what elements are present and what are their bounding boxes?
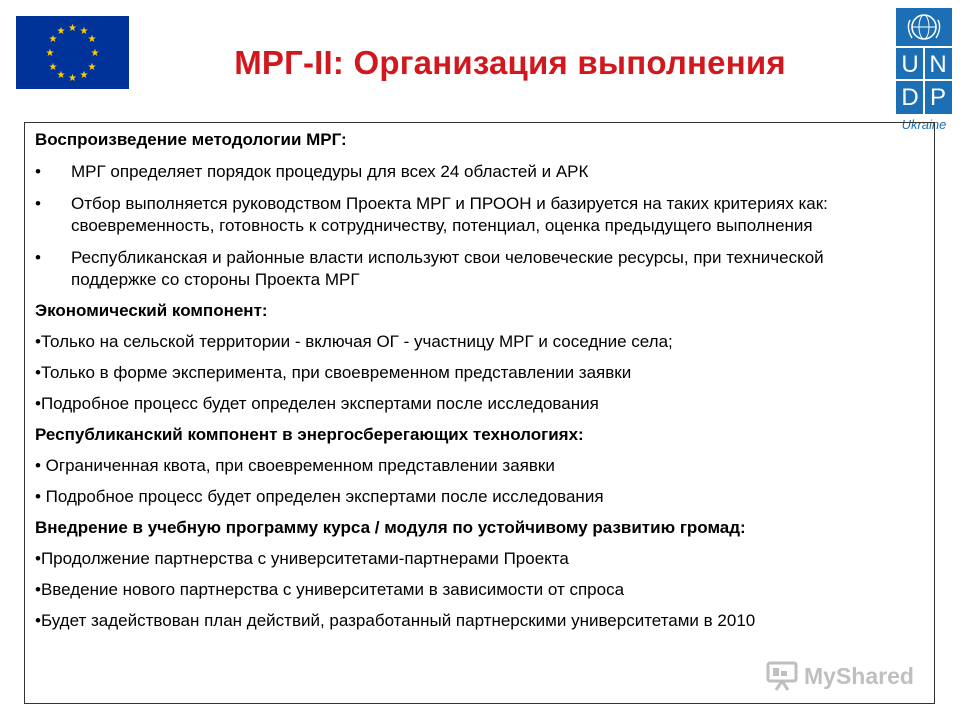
list-item: [35, 193, 934, 237]
section-heading-economic: Экономический компонент:: [35, 301, 268, 320]
list-item: • Ограниченная квота, при своевременном представлении заявки: [35, 456, 555, 475]
svg-text:★: ★: [48, 34, 58, 45]
undp-emblem-icon: [896, 8, 952, 114]
presentation-screen-icon: [766, 660, 798, 692]
list-item-text: Отбор выполняется руководством Проекта МРГ и ПРООН и базируется на таких критериях как: своевременность, готовность к сотрудничеству, потенциал, оценка предыдущего выполнения: [71, 194, 828, 235]
undp-letter-d: D: [901, 84, 919, 111]
list-item: •Подробное процесс будет определен экспертами после исследования: [35, 394, 599, 413]
svg-text:★: ★: [56, 26, 66, 37]
section-heading-curriculum: Внедрение в учебную программу курса / модуля по устойчивому развитию громад:: [35, 518, 746, 537]
page-title: МРГ-II: Организация выполнения: [234, 44, 786, 81]
eu-flag-logo: [16, 16, 129, 89]
undp-letter-p: P: [929, 84, 947, 111]
eu-stars-icon: [16, 16, 129, 89]
svg-text:★: ★: [87, 62, 97, 73]
list-item: •Продолжение партнерства с университетами-партнерами Проекта: [35, 549, 569, 568]
svg-text:★: ★: [68, 73, 77, 84]
watermark-text: MyShared: [804, 662, 914, 689]
section-heading-energy: Республиканский компонент в энергосберегающих технологиях:: [35, 425, 584, 444]
list-item: •Будет задействован план действий, разработанный партнерскими университетами в 2010: [35, 611, 756, 630]
list-item: •Только в форме эксперимента, при своевременном представлении заявки: [35, 363, 632, 382]
svg-text:★: ★: [45, 48, 55, 59]
bullet-icon: •: [35, 248, 41, 267]
list-item: [35, 247, 934, 291]
section-heading-methodology: Воспроизведение методологии МРГ:: [35, 130, 347, 149]
undp-logo: [896, 8, 952, 138]
myshared-watermark: [766, 656, 936, 696]
list-item: • Подробное процесс будет определен экспертами после исследования: [35, 487, 604, 506]
svg-text:★: ★: [90, 48, 100, 59]
list-item-text: МРГ определяет порядок процедуры для всех 24 областей и АРК: [71, 162, 589, 181]
undp-country-label: Ukraine: [901, 117, 947, 132]
svg-text:★: ★: [79, 70, 89, 81]
svg-text:★: ★: [68, 23, 77, 34]
svg-text:★: ★: [56, 70, 66, 81]
svg-text:★: ★: [79, 26, 89, 37]
bullet-icon: •: [35, 162, 41, 181]
undp-letter-n: N: [929, 51, 947, 78]
svg-text:★: ★: [87, 34, 97, 45]
content-panel: [24, 122, 935, 704]
list-item: •Введение нового партнерства с университетами в зависимости от спроса: [35, 580, 625, 599]
list-item: •Только на сельской территории - включая ОГ - участницу МРГ и соседние села;: [35, 332, 673, 351]
undp-letter-u: U: [901, 51, 919, 78]
svg-text:★: ★: [48, 62, 58, 73]
list-item: [35, 161, 934, 183]
list-item-text: Республиканская и районные власти используют свои человеческие ресурсы, при технической поддержке со стороны Проекта МРГ: [71, 248, 824, 289]
bullet-icon: •: [35, 194, 41, 213]
